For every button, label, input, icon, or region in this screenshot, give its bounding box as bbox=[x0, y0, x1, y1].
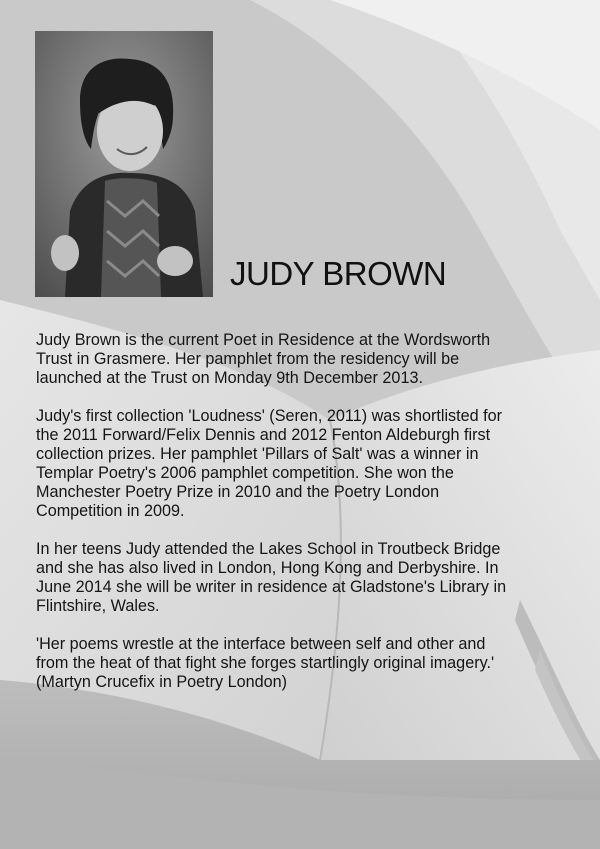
bio-paragraph-collections: Judy's first collection 'Loudness' (Seren, 2011) was shortlisted for the 2011 Forward/Felix Dennis and 2012 Fenton Aldeburgh first collection prizes. Her pamphlet 'Pillars of Salt' was a winner in Templar Poetry's 2006 pamphlet competition. She won the Manchester Poetry Prize in 2010 and the Poetry London Competition in 2009. bbox=[36, 407, 503, 520]
bio-paragraph-quote: 'Her poems wrestle at the interface between self and other and from the heat of that fight she forges startlingly original imagery.' (Martyn Crucefix in Poetry London) bbox=[36, 635, 495, 691]
author-portrait-photo bbox=[35, 31, 213, 297]
portrait-photo-icon bbox=[35, 31, 213, 297]
author-biography bbox=[36, 331, 576, 711]
bio-paragraph-background: In her teens Judy attended the Lakes School in Troutbeck Bridge and she has also lived in London, Hong Kong and Derbyshire. In June 2014 she will be writer in residence at Gladstone's Library in Flintshire, Wales. bbox=[36, 540, 507, 615]
author-name-heading: JUDY BROWN bbox=[230, 255, 447, 292]
bio-paragraph-residency: Judy Brown is the current Poet in Residence at the Wordsworth Trust in Grasmere. Her pamphlet from the residency will be launched at the Trust on Monday 9th December 2013. bbox=[36, 331, 491, 387]
